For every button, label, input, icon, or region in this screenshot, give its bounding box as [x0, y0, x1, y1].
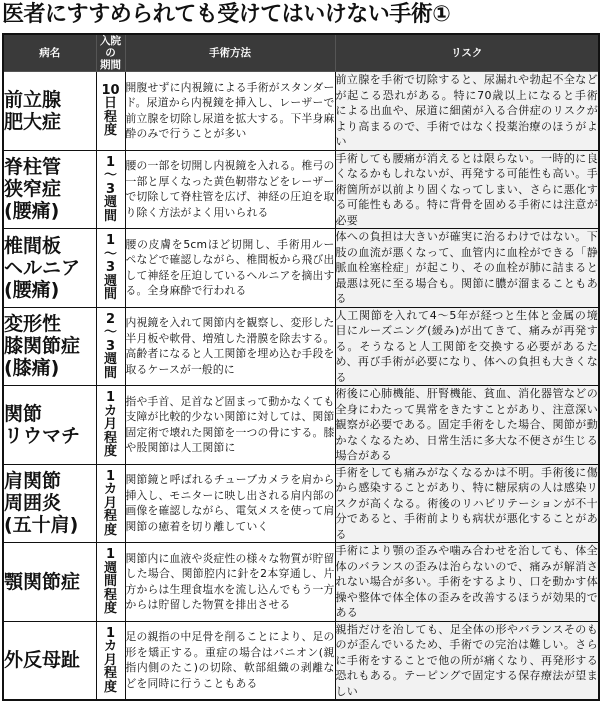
hospital-period-char: 度 — [103, 123, 117, 139]
hospital-period — [96, 386, 125, 465]
disease-name-line: 膝関節症 — [4, 335, 81, 358]
surgery-method: 開腹せずに内視鏡による手術がスタンダード。尿道から内視鏡を挿入し、レーザーで前立腺を切除し尿道を拡大する。下半身麻酔のみで行うことが多い — [125, 72, 335, 151]
hospital-period-char: 程 — [103, 430, 117, 446]
disease-name-line: 肥大症 — [4, 110, 62, 133]
disease-name — [3, 150, 96, 229]
surgery-risk: 術後に心肺機能、肝腎機能、貧血、消化器管などの全身にわたって異常をきたすことがあり、注意深い観察が必要である。固定手術をした場合、関節が動かなくなるため、日常生活に多大な不便さが生じる場合がある — [335, 387, 598, 462]
disease-name — [3, 543, 96, 622]
disease-name — [3, 464, 96, 543]
surgery-table — [2, 33, 600, 701]
hospital-period-char: 2 — [105, 311, 116, 327]
table-row — [3, 621, 599, 700]
hospital-period-char: 〜 — [103, 246, 117, 262]
disease-name-line: 肩関節 — [4, 470, 62, 493]
table-row — [3, 464, 599, 543]
header-period — [96, 34, 125, 72]
hospital-period-char: カ — [103, 403, 117, 419]
hospital-period-char: 週 — [103, 352, 117, 367]
surgery-method: 指や手首、足首など固まって動かなくても支障が比較的少ない関節に対しては、関節固定術で壊れた関節を一つの骨にする。膝や股関節は人工関節に — [125, 386, 335, 465]
hospital-period-char: 度 — [103, 601, 117, 616]
hospital-period-char: 3 — [105, 260, 116, 275]
header-period-line1: 入院の — [100, 35, 121, 59]
hospital-period-char: 1 — [105, 547, 116, 562]
hospital-period-char: 日 — [103, 96, 117, 112]
hospital-period-char: 程 — [103, 109, 117, 125]
table-row — [3, 307, 599, 386]
table-row — [3, 386, 599, 465]
header-risk: リスク — [335, 34, 599, 72]
surgery-method: 関節内に血液や炎症性の様々な物質が貯留した場合、関節腔内に針を2本穿通し、片方からは生理食塩水を流し込んでもう一方からは貯留した物質を排出させる — [125, 543, 335, 622]
hospital-period — [96, 229, 125, 308]
disease-name — [3, 72, 96, 151]
disease-name — [3, 621, 96, 700]
hospital-period-char: 1 — [105, 154, 116, 170]
hospital-period-char: 〜 — [103, 168, 117, 183]
hospital-period — [96, 543, 125, 622]
surgery-method: 足の親指の中足骨を削ることにより、足の形を矯正する。重症の場合はバニオン(親指内側のたこ)の切除、軟部組織の剥離などを同時に行うこともある — [125, 621, 335, 700]
hospital-period-char: 程 — [103, 587, 117, 603]
hospital-period-char: 間 — [103, 208, 117, 224]
disease-name-line: 椎間板 — [4, 234, 62, 257]
page-title: 医者にすすめられても受けてはいけない手術① — [2, 2, 451, 27]
surgery-method: 腰の一部を切開し内視鏡を入れる。椎弓の一部と厚くなった黄色靭帯などをレーザーで切除して脊柱管を広げ、神経の圧迫を取り除く方法がよく用いられる — [125, 150, 335, 229]
surgery-risk: 体への負担は大きいが確実に治るわけではない。下肢の血流が悪くなって、血管内に血栓ができる「静脈血栓塞栓症」が起こり、その血栓が肺に詰まると最悪は死に至る場合も。関節に膿が溜まることもある — [335, 230, 598, 305]
surgery-risk: 手術により顎の歪みや噛み合わせを治しても、体全体のバランスの歪みは治らないので、痛みが解消されない場合が多い。手術をするより、口を動かす体操や整体で体全体の歪みを改善するほうが効果的である — [335, 544, 598, 619]
hospital-period-char: 3 — [105, 338, 116, 354]
disease-name-line: 周囲炎 — [4, 492, 62, 515]
disease-name-line: 顎関節症 — [4, 570, 81, 593]
hospital-period-char: 程 — [103, 666, 117, 681]
header-method: 手術方法 — [125, 34, 335, 72]
hospital-period-char: 週 — [103, 195, 117, 210]
hospital-period-char: 間 — [103, 574, 117, 589]
disease-name-line: リウマチ — [4, 424, 81, 447]
surgery-method: 腰の皮膚を5cmほど切開し、手術用ルーペなどで確認しながら、椎間板から飛び出して神経を圧迫しているヘルニアを摘出する。全身麻酔で行われる — [125, 229, 335, 308]
table-row — [3, 72, 599, 151]
surgery-risk: 親指だけを治しても、足全体の形やバランスそのものが歪んでいるため、手術での完治は難しい。さらに手術をすることで他の所が痛くなり、再発形する恐れもある。テーピングで固定する保存療法が望ましい — [335, 621, 599, 700]
hospital-period-char: 〜 — [103, 325, 117, 340]
disease-name-line: 変形性 — [4, 313, 62, 336]
hospital-period-char: 週 — [103, 273, 117, 289]
disease-name-line: (五十肩) — [4, 514, 79, 537]
table-row — [3, 543, 599, 622]
hospital-period — [96, 72, 125, 151]
disease-name-line: (膝痛) — [4, 357, 60, 380]
hospital-period-char: 1 — [105, 625, 116, 641]
surgery-method: 内視鏡を入れて関節内を観察し、変形した半月板や軟骨、増殖した滑膜を除去する。高齢者になると人工関節を埋め込む手段を取るケースが一般的に — [125, 307, 335, 386]
hospital-period-char: 1 — [105, 390, 116, 405]
surgery-method: 関節鏡と呼ばれるチューブカメラを肩から挿入し、モニターに映し出される肩内部の画像を確認しながら、電気メスを使って肩関節の癒着を切り離していく — [125, 464, 335, 543]
table-row — [3, 150, 599, 229]
table-header-row — [3, 34, 599, 72]
disease-name-line: 関節 — [4, 402, 43, 425]
disease-name-line: 外反母趾 — [4, 649, 81, 672]
hospital-period-char: カ — [103, 639, 117, 654]
hospital-period-char: 1 — [105, 468, 116, 484]
hospital-period — [96, 150, 125, 229]
disease-name-line: (腰痛) — [4, 200, 60, 223]
hospital-period-char: 1 — [105, 233, 116, 248]
hospital-period-char: カ — [103, 482, 117, 497]
hospital-period — [96, 464, 125, 543]
disease-name — [3, 307, 96, 386]
disease-name-line: (腰痛) — [4, 278, 60, 301]
header-name: 病名 — [3, 34, 96, 72]
hospital-period-char: 間 — [103, 365, 117, 381]
table-row — [3, 229, 599, 308]
hospital-period-char: 週 — [103, 560, 117, 576]
hospital-period-char: 度 — [103, 522, 117, 538]
surgery-risk: 手術をしても痛みがなくなるかは不明。手術後に傷から感染することがあり、特に糖尿病の人は感染リスクが高くなる。術後のリハビリテーションが不十分であると、手術前よりも病状が悪化することがある — [335, 465, 598, 541]
hospital-period-char: 10 — [101, 82, 120, 98]
disease-name-line: 脊柱管 — [4, 156, 62, 179]
hospital-period-char: 3 — [105, 181, 116, 197]
hospital-period-char: 程 — [103, 509, 117, 524]
disease-name-line: ヘルニア — [4, 256, 81, 279]
surgery-risk: 人工関節を入れて4〜5年が経つと生体と金属の境目にルーズニング(緩み)が出てきて、痛みが再発する。そうなると人工関節を交換する必要があるため、再び手術が必要になり、体への負担も大きくなる — [335, 308, 598, 384]
hospital-period-char: 度 — [103, 444, 117, 459]
hospital-period-char: 月 — [103, 417, 117, 432]
surgery-risk: 前立腺を手術で切除すると、尿漏れや勃起不全などが起こる恐れがある。特に70歳以上になると手術による出血や、尿道に細菌が入る合併症のリスクがより高まるので、手術ではなく投薬治療のほうがよい — [335, 73, 598, 148]
hospital-period-char: 月 — [103, 652, 117, 668]
disease-name — [3, 386, 96, 465]
hospital-period — [96, 621, 125, 700]
hospital-period — [96, 307, 125, 386]
disease-name-line: 狭窄症 — [4, 178, 62, 201]
hospital-period-char: 度 — [103, 679, 117, 695]
disease-name — [3, 229, 96, 308]
header-period-line2: 期間 — [100, 59, 121, 71]
surgery-risk: 手術しても腰痛が消えるとは限らない。一時的に良くなるかもしれないが、再発する可能性も高い。手術箇所が以前より固くなってしまい、さらに悪化する可能性もある。特に背骨を固める手術には注意が必要 — [335, 151, 598, 227]
hospital-period-char: 月 — [103, 495, 117, 511]
hospital-period-char: 間 — [103, 287, 117, 302]
disease-name-line: 前立腺 — [4, 88, 62, 111]
